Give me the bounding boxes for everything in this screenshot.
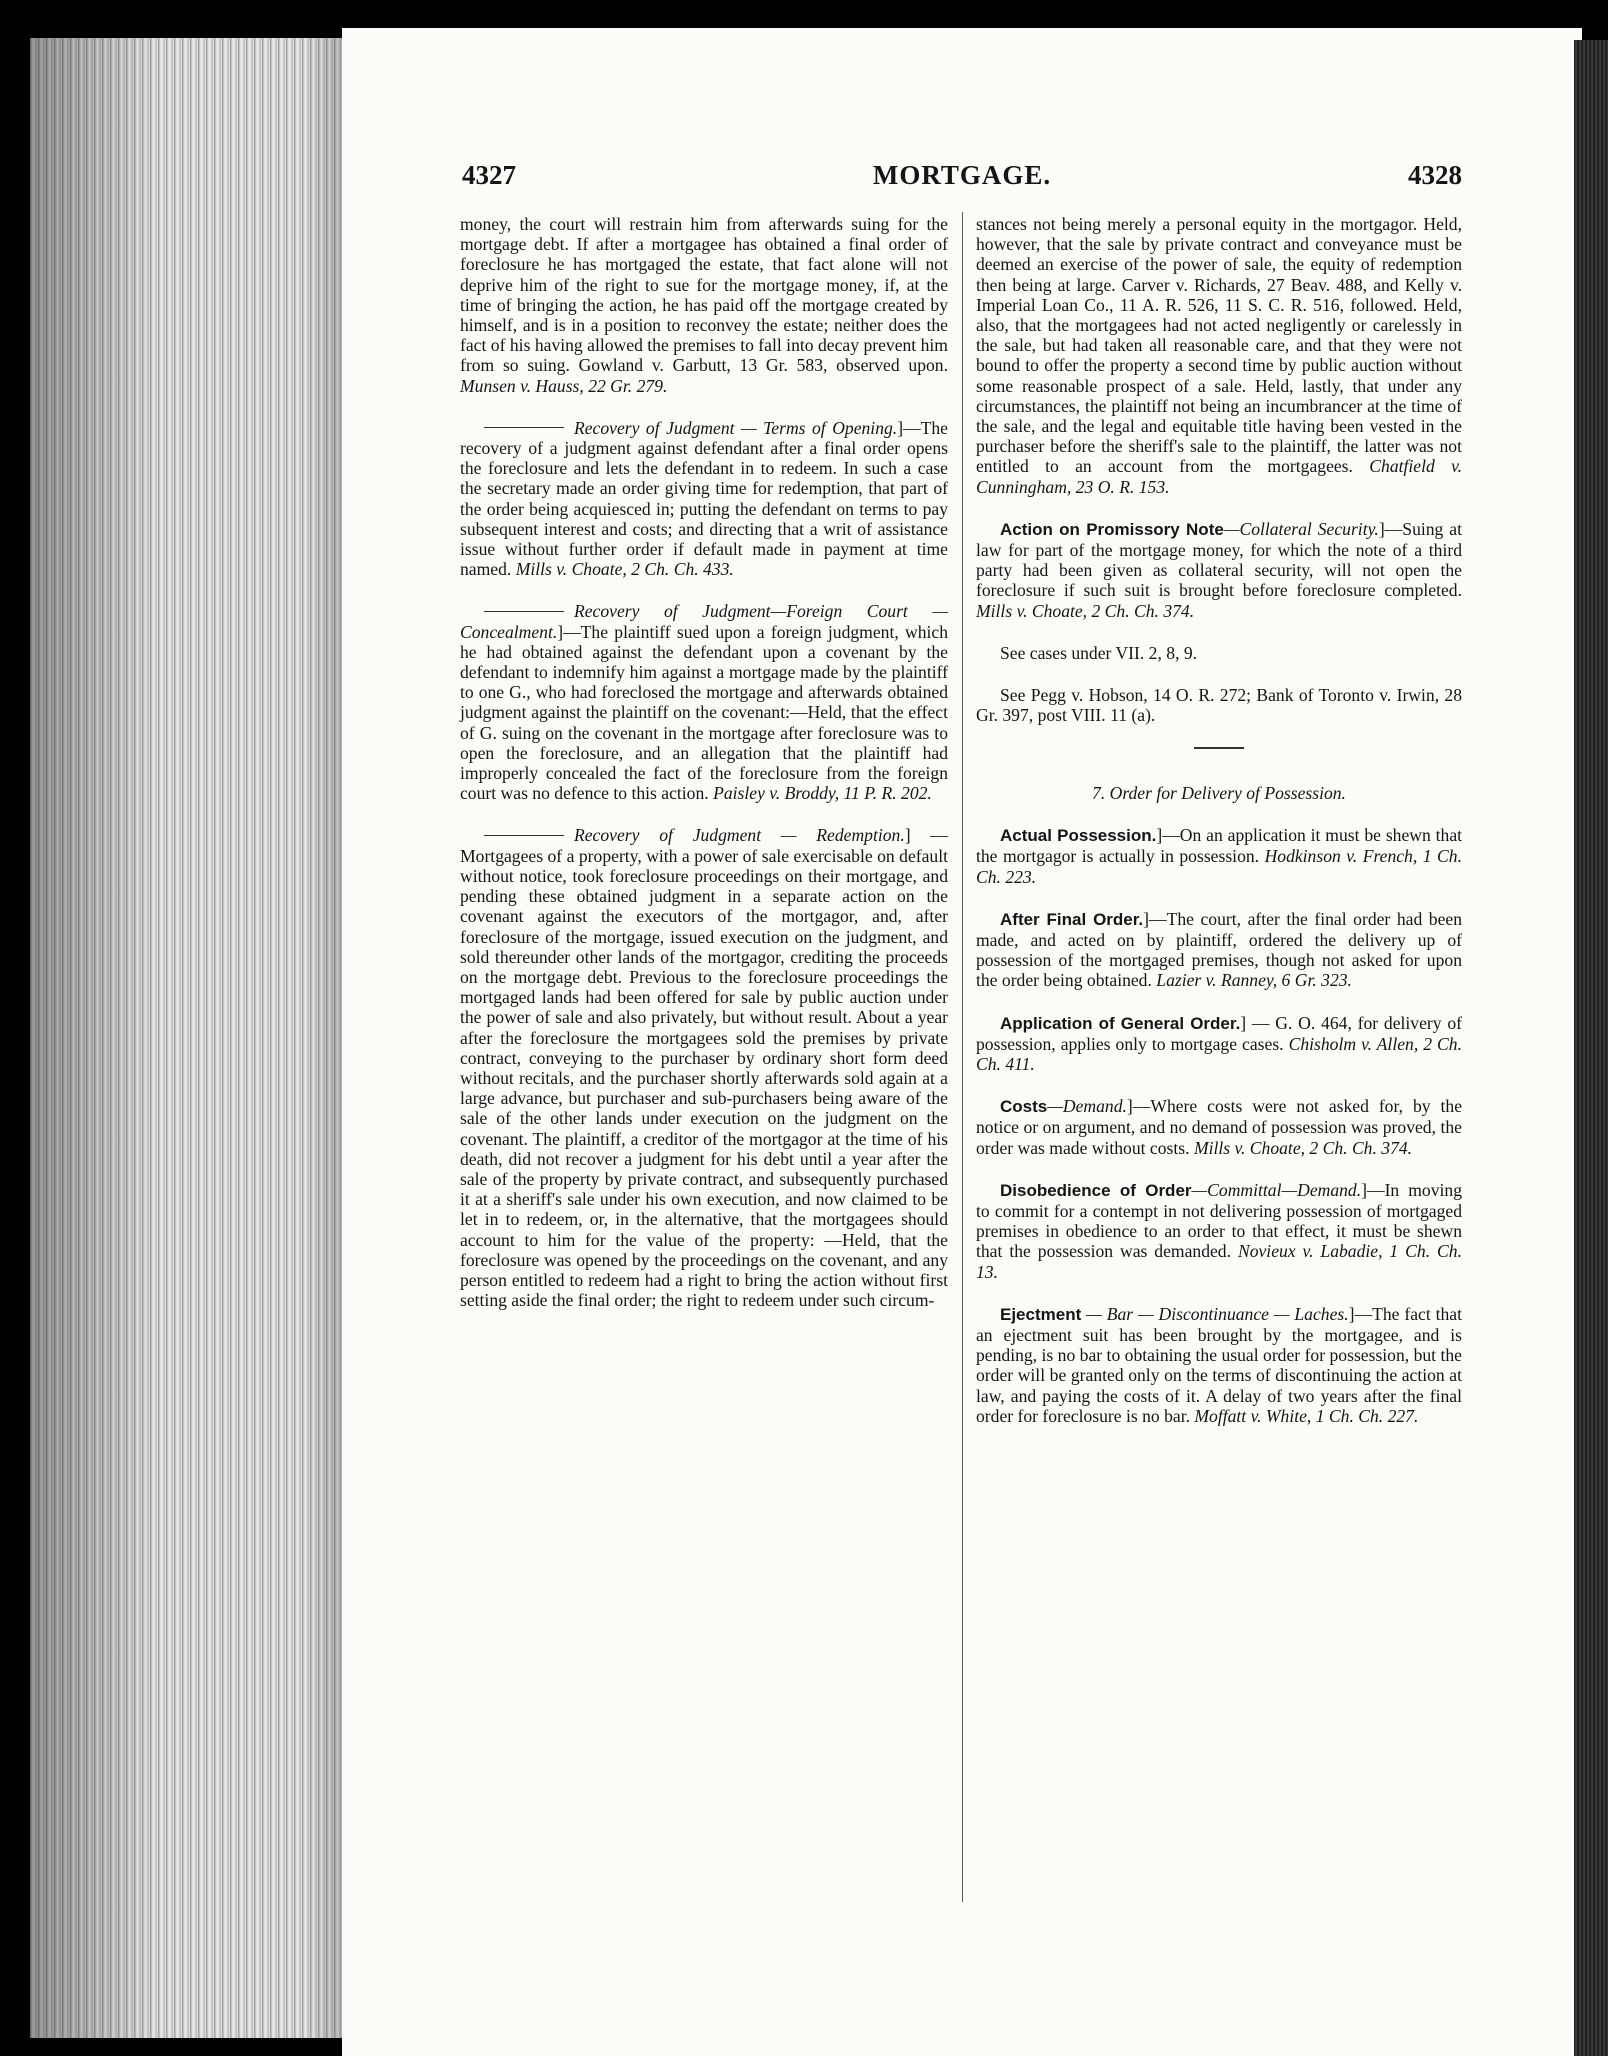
paragraph-heading: Recovery of Judgment — Terms of Opening. (574, 417, 898, 438)
book-page-edges (30, 38, 352, 2038)
section-rule (1194, 747, 1244, 749)
paragraph-heading: Actual Possession. (1000, 826, 1157, 846)
paragraph: Recovery of Judgment — Terms of Opening.]—The recovery of a judgment against defendant after a final order opens the foreclosure and lets the defendant in to redeem. In such a case the secretary made an order giving time for redemption, that part of the order being acquiesced in; putting the defendant on terms to pay subsequent interest and costs; and directing that a writ of assistance issue without further order if default made in payment at time named. Mills v. Choate, 2 Ch. Ch. 433. (460, 417, 948, 580)
page-title: MORTGAGE. (872, 160, 1052, 190)
paragraph: money, the court will restrain him from afterwards suing for the mortgage debt. If after a mortgagee has obtained a final order of foreclosure he has mortgaged the estate, that fact alone will not deprive him of the right to sue for the mortgage money, if, at the time of bringing the action, he has paid off the mortgage created by himself, and is in a position to reconvey the estate; neither does the fact of his having allowed the premises to fall into decay prevent him from so suing. Gowland v. Garbutt, 13 Gr. 583, observed upon. Munsen v. Hauss, 22 Gr. 279. (460, 214, 948, 396)
paragraph-heading: Application of General Order. (1000, 1013, 1241, 1033)
page-number-right: 4328 (1408, 160, 1462, 190)
paragraph-heading: Ejectment (1000, 1304, 1082, 1324)
paragraph: Recovery of Judgment — Redemption.] — Mortgagees of a property, with a power of sale exercisable on default without notice, took foreclosure proceedings on their mortgage, and pending these obtained judgment in a separate action on the covenant against the executors of the mortgagor, and, after foreclosure of the mortgage, issued execution on the judgment, and sold thereunder other lands of the mortgagor, crediting the proceeds on the mortgage debt. Previous to the foreclosure proceedings the mortgaged lands had been offered for sale by public auction under the power of sale and also privately, but without result. About a year after the foreclosure the mortgagees sold the premises by private contract, conveying to the purchaser by ordinary short form deed without recitals, and the purchaser shortly afterwards sold again at a large advance, but purchaser and sub-purchasers being aware of the sale of the other lands under execution on the judgment on the covenant. The plaintiff, a creditor of the mortgagor at the time of his death, did not recover a judgment for his debt until a year after the sale of the property by private contract, and subsequently purchased it at a sheriff's sale under his own execution, and now claimed to be let in to redeem, or, in the alternative, that the mortgagees should account to him for the value of the property: —Held, that the foreclosure was opened by the proceedings on the covenant, and any person entitled to redeem had a right to bring the action without first setting aside the final order; the right to redeem under such circum- (460, 825, 948, 1311)
citation: Mills v. Choate, 2 Ch. Ch. 433. (515, 559, 734, 580)
left-column (460, 214, 948, 1332)
citation: Munsen v. Hauss, 22 Gr. 279. (460, 375, 668, 396)
paragraph: Costs—Demand.]—Where costs were not asked for, by the notice or on argument, and no demand of possession was proved, the order was made without costs. Mills v. Choate, 2 Ch. Ch. 374. (976, 1096, 1462, 1158)
paragraph: stances not being merely a personal equity in the mortgagor. Held, however, that the sale by private contract and conveyance must be deemed an exercise of the power of sale, the equity of redemption then being at large. Carver v. Richards, 27 Beav. 488, and Kelly v. Imperial Loan Co., 11 A. R. 526, 11 S. C. R. 516, followed. Held, also, that the mortgagees had not acted negligently or carelessly in the sale, but had taken all reasonable care, and that they were not bound to offer the property a second time by public auction without some reasonable prospect of a sale. Held, lastly, that under any circumstances, the plaintiff not being an incumbrancer at the time of the sale, and the legal and equitable title having been vested in the purchaser before the sheriff's sale to the plaintiff, the latter was not entitled to an account from the mortgagees. Chatfield v. Cunningham, 23 O. R. 153. (976, 214, 1462, 497)
paragraph: Application of General Order.] — G. O. 464, for delivery of possession, applies only to mortgage cases. Chisholm v. Allen, 2 Ch. Ch. 411. (976, 1012, 1462, 1074)
dash-rule (484, 427, 564, 428)
page-number-left: 4327 (462, 160, 516, 190)
paragraph: Action on Promissory Note—Collateral Security.]—Suing at law for part of the mortgage money, for which the note of a third party had been given as collateral security, will not open the foreclosure if such suit is brought before foreclosure completed. Mills v. Choate, 2 Ch. Ch. 374. (976, 518, 1462, 621)
paragraph-heading: Disobedience of Order (1000, 1180, 1192, 1200)
paragraph-heading: Recovery of Judgment — Redemption. (574, 825, 905, 846)
paragraph: Recovery of Judgment—Foreign Court — Concealment.]—The plaintiff sued upon a foreign judgment, which he had obtained against the defendant upon a covenant by the defendant to indemnify him against a mortgage made by the plaintiff to one G., who had foreclosed the mortgage and afterwards obtained judgment against the plaintiff on the covenant:—Held, that the effect of G. suing on the covenant in the mortgage after foreclosure was to open the foreclosure, and an allegation that the plaintiff had improperly concealed the fact of the foreclosure from the foreign court was no defence to this action. Paisley v. Broddy, 11 P. R. 202. (460, 601, 948, 804)
citation: Mills v. Choate, 2 Ch. Ch. 374. (976, 600, 1195, 621)
book-right-edge (1574, 40, 1608, 2056)
citation: Novieux v. Labadie, 1 Ch. Ch. 13. (976, 1241, 1462, 1282)
column-divider (962, 212, 963, 1902)
citation: Mills v. Choate, 2 Ch. Ch. 374. (1193, 1137, 1413, 1158)
citation: Chisholm v. Allen, 2 Ch. Ch. 411. (976, 1033, 1462, 1074)
paragraph-heading: Costs (1000, 1097, 1048, 1117)
see-reference: See Pegg v. Hobson, 14 O. R. 272; Bank of Toronto v. Irwin, 28 Gr. 397, post VIII. 11 (a). (976, 685, 1462, 726)
paragraph: After Final Order.]—The court, after the final order had been made, and acted on by plaintiff, ordered the delivery up of possession of the mortgaged premises, though not asked for upon the order being obtained. Lazier v. Ranney, 6 Gr. 323. (976, 908, 1462, 991)
paragraph: Disobedience of Order—Committal—Demand.]—In moving to commit for a contempt in not delivering possession of mortgaged premises in obedience to an order to that effect, it must be shewn that the possession was demanded. Novieux v. Labadie, 1 Ch. Ch. 13. (976, 1179, 1462, 1282)
paragraph: Actual Possession.]—On an application it must be shewn that the mortgagor is actually in possession. Hodkinson v. French, 1 Ch. Ch. 223. (976, 825, 1463, 887)
citation: Paisley v. Broddy, 11 P. R. 202. (713, 783, 932, 804)
citation: Lazier v. Ranney, 6 Gr. 323. (1156, 970, 1352, 991)
paragraph-heading: Action on Promissory Note (1000, 519, 1224, 539)
citation: Chatfield v. Cunningham, 23 O. R. 153. (976, 456, 1462, 497)
dash-rule (484, 611, 564, 612)
citation: Hodkinson v. French, 1 Ch. Ch. 223. (976, 846, 1462, 887)
right-column (976, 214, 1462, 1448)
page-header (462, 160, 1462, 196)
paragraph-heading: Recovery of Judgment—Foreign Court — Concealment. (460, 601, 948, 642)
see-reference: See cases under VII. 2, 8, 9. (1000, 642, 1198, 663)
paragraph-heading: After Final Order. (1000, 909, 1144, 929)
dash-rule (484, 835, 564, 836)
citation: Moffatt v. White, 1 Ch. Ch. 227. (1194, 1405, 1419, 1426)
paragraph: Ejectment — Bar — Discontinuance — Laches.]—The fact that an ejectment suit has been brought by the mortgagee, and is pending, is no bar to obtaining the usual order for possession, but the order will be granted only on the terms of discontinuing the action at law, and paying the costs of it. A delay of two years after the final order for foreclosure is no bar. Moffatt v. White, 1 Ch. Ch. 227. (976, 1303, 1462, 1426)
section-heading: 7. Order for Delivery of Possession. (1092, 782, 1346, 803)
